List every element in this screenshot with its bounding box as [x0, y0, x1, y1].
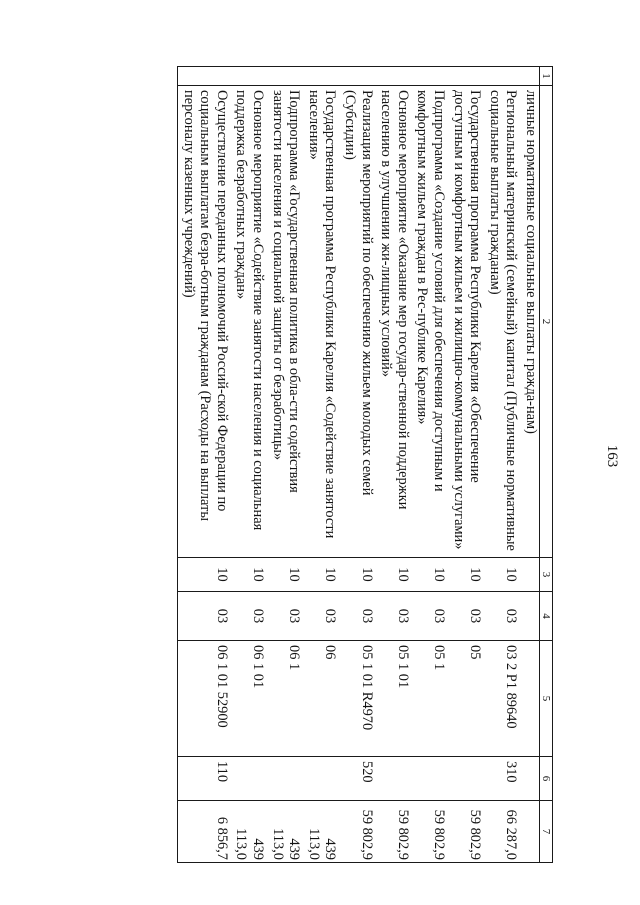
- row-amount: [520, 801, 539, 863]
- row-section: 10: [267, 558, 303, 592]
- row-name: Государственная программа Республики Карелия «Содействие занятости населения»: [303, 86, 339, 558]
- header-cell: 7: [540, 801, 553, 863]
- row-target-article: 05: [448, 641, 484, 757]
- row-amount: 59 802,9: [412, 801, 448, 863]
- row-target-article: [520, 641, 539, 757]
- table-row: [303, 67, 339, 863]
- row-name: Подпрограмма «Создание условий для обеспечения доступным и комфортным жильем граждан в Рес-публике Карелия»: [412, 86, 448, 558]
- table-row: [376, 67, 412, 863]
- row-expense-type: 310: [484, 757, 520, 801]
- row-expense-type: [303, 757, 339, 801]
- row-amount: 59 802,9: [376, 801, 412, 863]
- row-subsection: 03: [267, 592, 303, 641]
- row-section: 10: [178, 558, 231, 592]
- row-name: личные нормативные социальные выплаты гражда-нам): [520, 86, 539, 558]
- row-subsection: 03: [178, 592, 231, 641]
- row-expense-type: 110: [178, 757, 231, 801]
- header-cell: 1: [540, 67, 553, 86]
- header-cell: 6: [540, 757, 553, 801]
- row-section: [520, 558, 539, 592]
- row-subsection: 03: [448, 592, 484, 641]
- row-section: 10: [412, 558, 448, 592]
- row-target-article: 06 1 01 52900: [178, 641, 231, 757]
- header-cell: 2: [540, 86, 553, 558]
- row-expense-type: [412, 757, 448, 801]
- row-subsection: 03: [231, 592, 267, 641]
- row-amount: 439 113,0: [267, 801, 303, 863]
- row-subsection: 03: [412, 592, 448, 641]
- header-cell: 4: [540, 592, 553, 641]
- row-expense-type: [376, 757, 412, 801]
- table-row: [339, 67, 375, 863]
- table-row: [520, 67, 539, 863]
- row-amount: 59 802,9: [339, 801, 375, 863]
- header-cell: 5: [540, 641, 553, 757]
- row-section: 10: [231, 558, 267, 592]
- row-name: Реализация мероприятий по обеспечению жильем молодых семей (Субсидии): [339, 86, 375, 558]
- row-amount: 6 856,7: [178, 801, 231, 863]
- table-row: [412, 67, 448, 863]
- row-target-article: 06 1 01: [231, 641, 267, 757]
- row-target-article: 06: [303, 641, 339, 757]
- row-name: Государственная программа Республики Карелия «Обеспечение доступным и комфортным жильем и жилищно-коммунальными услугами»: [448, 86, 484, 558]
- table-header-row: [540, 67, 553, 863]
- table-row: [448, 67, 484, 863]
- row-section: 10: [303, 558, 339, 592]
- row-name: Осуществление переданных полномочий Россий-ской Федерации по социальным выплатам безра-ботным гражданам (Расходы на выплаты персоналу казенных учреждений): [178, 86, 231, 558]
- row-expense-type: [520, 757, 539, 801]
- row-name: Основное мероприятие «Оказание мер государ-ственной поддержки населению в улучшении жи-лищных условий»: [376, 86, 412, 558]
- row-name: Основное мероприятие «Содействие занятости населения и социальная поддержка безработных граждан»: [231, 86, 267, 558]
- row-expense-type: [448, 757, 484, 801]
- row-subsection: 03: [484, 592, 520, 641]
- row-subsection: [520, 592, 539, 641]
- table-row: [267, 67, 303, 863]
- row-section: 10: [448, 558, 484, 592]
- row-target-article: 03 2 P1 89640: [484, 641, 520, 757]
- row-amount: 66 287,0: [484, 801, 520, 863]
- row-target-article: 05 1 01 R4970: [339, 641, 375, 757]
- page-number: 163: [604, 444, 620, 468]
- table-row: [231, 67, 267, 863]
- row-expense-type: 520: [339, 757, 375, 801]
- row-amount: 59 802,9: [448, 801, 484, 863]
- row-subsection: 03: [339, 592, 375, 641]
- row-section: 10: [376, 558, 412, 592]
- row-target-article: 05 1 01: [376, 641, 412, 757]
- header-cell: 3: [540, 558, 553, 592]
- table-row: [484, 67, 520, 863]
- row-target-article: 06 1: [267, 641, 303, 757]
- row-subsection: 03: [303, 592, 339, 641]
- row-amount: 439 113,0: [231, 801, 267, 863]
- row-expense-type: [231, 757, 267, 801]
- table-row: [178, 67, 231, 863]
- row-section: 10: [339, 558, 375, 592]
- row-subsection: 03: [376, 592, 412, 641]
- row-name: Региональный материнский (семейный) капитал (Публичные нормативные социальные выплаты гражданам): [484, 86, 520, 558]
- row-section: 10: [484, 558, 520, 592]
- budget-table: [177, 66, 553, 863]
- row-amount: 439 113,0: [303, 801, 339, 863]
- row-target-article: 05 1: [412, 641, 448, 757]
- row-expense-type: [267, 757, 303, 801]
- row-name: Подпрограмма «Государственная политика в обла-сти содействия занятости населения и социальной защиты от безработицы»: [267, 86, 303, 558]
